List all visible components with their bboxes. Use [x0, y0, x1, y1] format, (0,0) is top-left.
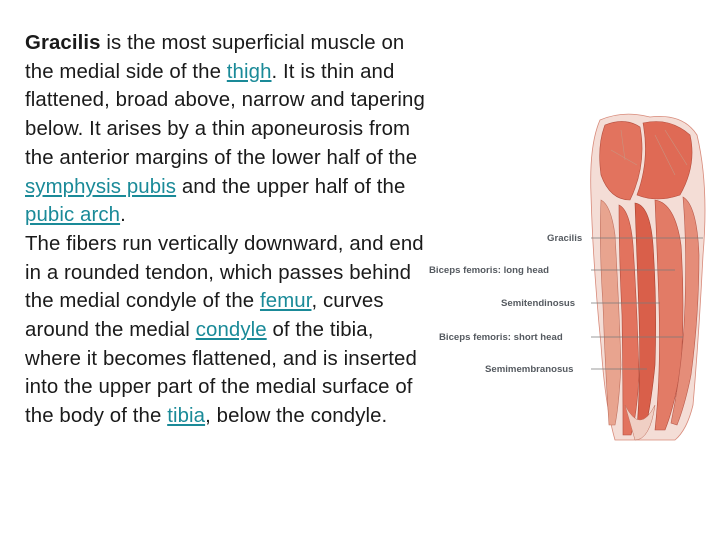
femur-link[interactable]: femur	[259, 290, 312, 313]
text-run: is the most superficial muscle on the medial side of the	[25, 32, 405, 83]
label-semimembranosus: Semimembranosus	[485, 364, 574, 375]
muscle-drawing	[591, 114, 705, 440]
text-run: of the tibia, where it becomes flattened, and is inserted into the upper part of the medial surface of the body of the	[25, 319, 417, 428]
text-run: . It is thin and flattened, broad above, narrow and tapering below. It arises by a thin aponeurosis from the anterior margins of the lower half of the	[25, 60, 425, 169]
gracilis-term: Gracilis	[25, 32, 101, 54]
thigh-muscle-illustration	[425, 105, 715, 445]
label-biceps-short: Biceps femoris: short head	[439, 332, 563, 343]
thigh-link[interactable]: thigh	[226, 60, 272, 83]
text-run: , below the condyle.	[205, 405, 388, 428]
description-text	[25, 29, 425, 431]
label-gracilis: Gracilis	[547, 233, 583, 244]
tibia-link[interactable]: tibia	[167, 405, 206, 428]
text-run: .	[120, 204, 126, 227]
text-run: The fibers run vertically downward, and end in a rounded tendon, which passes behind the medial condyle of the	[25, 232, 424, 313]
symphysis-pubis-link[interactable]: symphysis pubis	[25, 175, 177, 198]
condyle-link[interactable]: condyle	[195, 319, 267, 342]
label-biceps-long: Biceps femoris: long head	[429, 265, 549, 276]
text-run: and the upper half of the	[176, 175, 406, 198]
text-run: , curves around the medial	[25, 290, 384, 342]
label-semitendinosus: Semitendinosus	[501, 298, 576, 309]
pubic-arch-link[interactable]: pubic arch	[25, 204, 121, 227]
